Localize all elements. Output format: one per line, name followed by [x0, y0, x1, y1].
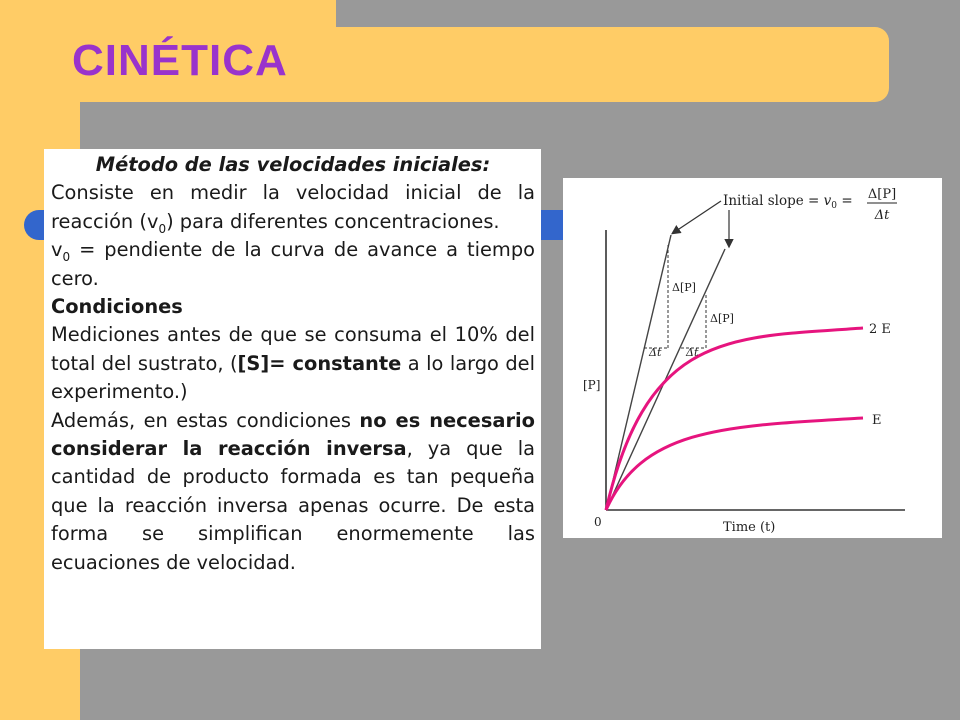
fraction-numerator: Δ[P]	[867, 187, 897, 202]
method-heading: Método de las velocidades iniciales:	[95, 153, 491, 176]
curve-2e-label: 2 E	[869, 322, 891, 337]
fraction-denominator: Δt	[874, 208, 890, 223]
paragraph-definition: Consiste en medir la velocidad inicial de la reacción $(v_0)$ para diferentes concentraciones.	[51, 181, 535, 236]
x-axis-label: Time (t)	[723, 520, 776, 535]
paragraph-inverse-reaction: Además, en estas condiciones no es necesario considerar la reacción inversa, ya que la cantidad de producto formada es tan pequeña que la reacción inversa apenas ocurre. De esta forma se simplifican enormemente las ecuaciones de velocidad.	[51, 408, 535, 574]
delta-p-label-2e: Δ[P]	[672, 281, 696, 294]
conditions-heading: Condiciones	[51, 295, 183, 319]
annotation-arrow-left	[673, 201, 721, 233]
delta-t-label-e: Δt	[686, 346, 699, 359]
initial-slope-annotation: Initial slope = $v_0$ =	[723, 193, 853, 211]
paragraph-conditions: Mediciones antes de que se consuma el 10% del total del sustrato, ([S]= constante a lo largo del experimento.)	[51, 323, 535, 404]
origin-label: 0	[594, 515, 602, 529]
y-axis-label: [P]	[583, 378, 601, 392]
progress-curve-e	[606, 418, 863, 510]
paragraph-slope: $v_0$ = pendiente de la curva de avance a tiempo cero.	[51, 238, 535, 290]
initial-rate-graph	[563, 178, 942, 538]
curve-e-label: E	[872, 413, 882, 428]
explanation-text-box	[44, 149, 541, 649]
delta-p-label-e: Δ[P]	[710, 312, 734, 325]
initial-rate-figure	[563, 178, 942, 538]
delta-triangle-e	[681, 295, 706, 348]
slide-title: CINÉTICA	[72, 36, 288, 85]
delta-t-label-2e: Δt	[649, 346, 662, 359]
